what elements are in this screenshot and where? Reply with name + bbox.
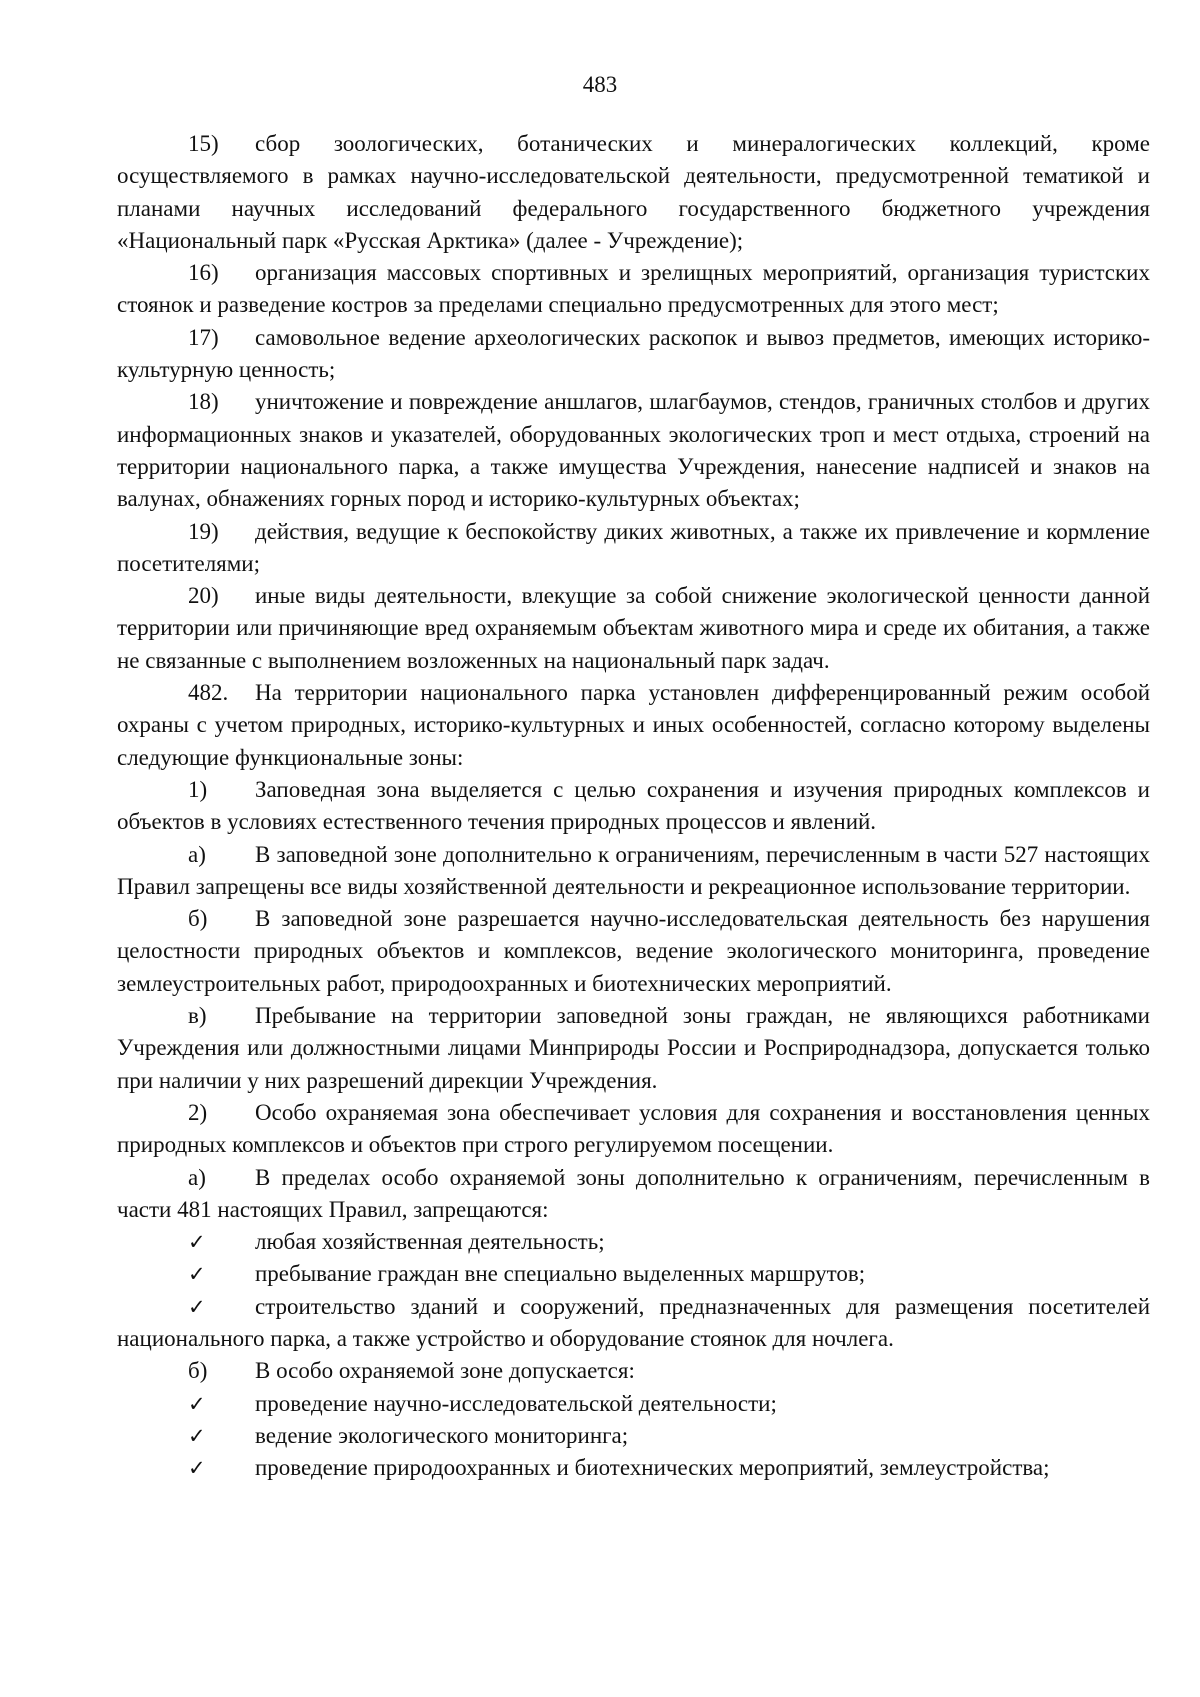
clause-paragraph [117, 580, 1150, 677]
clause-text: самовольное ведение археологических раскопок и вывоз предметов, имеющих историко-культурную ценность; [117, 324, 1150, 383]
clause-text: Особо охраняемая зона обеспечивает условия для сохранения и восстановления ценных природных комплексов и объектов при строго регулируемом посещении. [117, 1099, 1150, 1158]
clause-paragraph [117, 1000, 1150, 1097]
clause-text: ведение экологического мониторинга; [255, 1422, 629, 1448]
page-number: 483 [582, 72, 618, 97]
clause-text: Заповедная зона выделяется с целью сохранения и изучения природных комплексов и объектов в условиях естественного течения природных процессов и явлений. [117, 776, 1150, 835]
clause-number: б) [188, 906, 208, 932]
clause-text: иные виды деятельности, влекущие за собой снижение экологической ценности данной территории или причиняющие вред охраняемым объектам животного мира и среде их обитания, а также не связанные с выполнением возложенных на национальный парк задач. [117, 583, 1150, 673]
clause-text: уничтожение и повреждение аншлагов, шлагбаумов, стендов, граничных столбов и других информационных знаков и указателей, оборудованных экологических троп и мест отдыха, строений на территории национального парка, а также имущества Учреждения, нанесение надписей и знаков на валунах, обнажениях горных пород и историко-культурных объектах; [117, 389, 1150, 512]
checklist-item [117, 1291, 1150, 1356]
clause-paragraph [117, 257, 1150, 322]
checkmark-icon: ✓ [188, 1423, 206, 1448]
checkmark-icon: ✓ [188, 1391, 206, 1416]
checkmark-icon: ✓ [188, 1262, 206, 1287]
clause-number: 18) [188, 389, 219, 415]
clause-number: 482. [188, 680, 229, 706]
clause-text: В пределах особо охраняемой зоны дополнительно к ограничениям, перечисленным в части 481 настоящих Правил, запрещаются: [117, 1164, 1150, 1222]
clause-text: организация массовых спортивных и зрелищных мероприятий, организация туристских стоянок и разведение костров за пределами специально предусмотренных для этого мест; [117, 260, 1150, 318]
clause-text: строительство зданий и сооружений, предназначенных для размещения посетителей национального парка, а также устройство и оборудование стоянок для ночлега. [117, 1293, 1150, 1351]
checklist-item [117, 1452, 1150, 1484]
clause-number: б) [188, 1358, 208, 1384]
clause-paragraph [117, 774, 1150, 839]
clause-text: Пребывание на территории заповедной зоны граждан, не являющихся работниками Учреждения или должностными лицами Минприроды России и Росприроднадзора, допускается только при наличии у них разрешений дирекции Учреждения. [117, 1003, 1150, 1093]
clause-number: 2) [188, 1099, 208, 1125]
checklist-item [117, 1226, 1150, 1258]
clause-paragraph [117, 677, 1150, 774]
clause-paragraph [117, 839, 1150, 904]
clause-text: проведение научно-исследовательской деятельности; [255, 1390, 777, 1416]
clause-number: в) [188, 1003, 207, 1029]
clause-text: любая хозяйственная деятельность; [255, 1229, 605, 1255]
clause-text: пребывание граждан вне специально выделенных маршрутов; [255, 1261, 866, 1287]
clause-text: проведение природоохранных и биотехнических мероприятий, землеустройства; [255, 1455, 1050, 1481]
clause-paragraph [117, 1355, 1150, 1387]
clause-paragraph [117, 386, 1150, 515]
checklist-item [117, 1388, 1150, 1420]
clause-number: 1) [188, 776, 208, 802]
clause-number: а) [188, 841, 206, 867]
clause-number: 16) [188, 260, 219, 286]
clause-text: На территории национального парка установлен дифференцированный режим особой охраны с учетом природных, историко-культурных и иных особенностей, согласно которому выделены следующие функциональные зоны: [117, 680, 1150, 770]
clause-text: В заповедной зоне дополнительно к ограничениям, перечисленным в части 527 настоящих Правил запрещены все виды хозяйственной деятельности и рекреационное использование территории. [117, 841, 1150, 899]
clause-number: 20) [188, 583, 219, 609]
clause-number: 17) [188, 324, 219, 350]
document-body [117, 128, 1150, 1484]
clause-number: 15) [188, 131, 219, 156]
clause-paragraph [117, 1162, 1150, 1227]
clause-paragraph [117, 516, 1150, 581]
checklist-item [117, 1420, 1150, 1452]
checkmark-icon: ✓ [188, 1230, 206, 1255]
clause-number: 19) [188, 518, 219, 544]
clause-text: сбор зоологических, ботанических и минералогических коллекций, кроме осуществляемого в рамках научно-исследовательской деятельности, предусмотренной тематикой и планами научных исследований федерального государственного бюджетного учреждения «Национальный парк «Русская Арктика» (далее - Учреждение); [117, 131, 1150, 253]
checkmark-icon: ✓ [188, 1294, 206, 1319]
clause-text: действия, ведущие к беспокойству диких животных, а также их привлечение и кормление посетителями; [117, 518, 1150, 576]
clause-paragraph [117, 1097, 1150, 1162]
clause-paragraph [117, 128, 1150, 257]
checklist-item [117, 1258, 1150, 1290]
checkmark-icon: ✓ [188, 1456, 206, 1481]
clause-paragraph [117, 903, 1150, 1000]
clause-paragraph [117, 322, 1150, 387]
clause-text: В особо охраняемой зоне допускается: [255, 1358, 635, 1384]
clause-number: а) [188, 1164, 206, 1190]
clause-text: В заповедной зоне разрешается научно-исследовательская деятельность без нарушения целостности природных объектов и комплексов, ведение экологического мониторинга, проведение землеустроительных работ, природоохранных и биотехнических мероприятий. [117, 906, 1150, 996]
